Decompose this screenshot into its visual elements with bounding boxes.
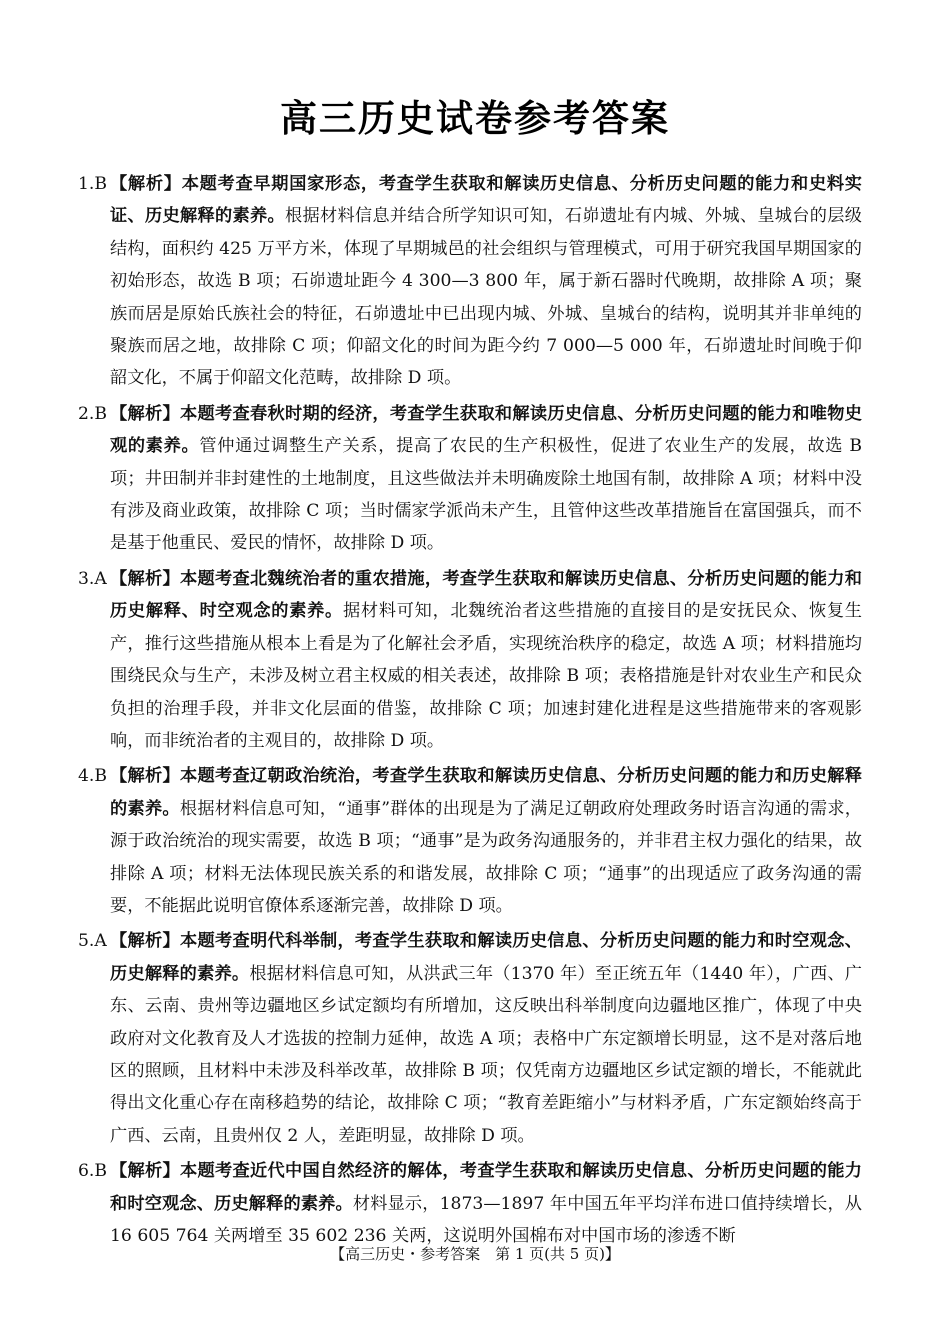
answer-number: 1.B [78,174,108,194]
analysis-label: 【解析】 [110,766,180,787]
answer-item-4 [78,760,862,922]
answer-number: 2.B [78,403,108,424]
answer-item-2 [78,398,862,560]
analysis-body: 据材料可知，北魏统治者这些措施的直接目的是安抚民众、恢复生产，推行这些措施从根本上看是为了化解社会矛盾，实现统治秩序的稳定，故选 A 项；材料措施均围绕民众与生产，未涉及树立君主权威的相关表述，故排除 B 项；表格措施是针对农业生产和民众负担的治理手段，并非文化层面的借鉴，故排除 C 项；加速封建化进程是这些措施带来的客观影响，而非统治者的主观目的，故排除 D 项。 [110,601,862,751]
analysis-key-point: 本题考查春秋时期的经济，考查学生获取和解读历史信息、分析历史问题的能力和唯物史观的素养。 [110,403,862,457]
analysis-key-point: 本题考查北魏统治者的重农措施，考查学生获取和解读历史信息、分析历史问题的能力和历史解释、时空观念的素养。 [110,568,862,622]
analysis-body: 根据材料信息可知，“通事”群体的出现是为了满足辽朝政府处理政务时语言沟通的需求，源于政治统治的现实需要，故选 B 项；“通事”是为政务沟通服务的，并非君主权力强化的结果，故排除 A 项；材料无法体现民族关系的和谐发展，故排除 C 项；“通事”的出现适应了政务沟通的需要，不能据此说明官僚体系逐渐完善，故排除 D 项。 [110,798,862,916]
analysis-label: 【解析】 [110,174,182,194]
analysis-body: 根据材料信息并结合所学知识可知，石峁遗址有内城、外城、皇城台的层级结构，面积约 425 万平方米，体现了早期城邑的社会组织与管理模式，可用于研究我国早期国家的初始形态，故选 B 项；石峁遗址距今 4 300—3 800 年，属于新石器时代晚期，故排除 A 项；聚族而居是原始氏族社会的特征，石峁遗址中已出现内城、外城、皇城台的结构，说明其并非单纯的聚族而居之地，故排除 C 项；仰韶文化的时间为距今约 7 000—5 000 年，石峁遗址时间晚于仰韶文化，不属于仰韶文化范畴，故排除 D 项。 [110,206,862,389]
analysis-label: 【解析】 [110,1161,180,1182]
answer-item-1 [78,168,862,395]
page-footer: 【高三历史・参考答案 第 1 页(共 5 页)】 [330,1245,620,1263]
answer-number: 4.B [78,766,108,787]
answer-list [78,168,862,1255]
answer-item-6 [78,1155,862,1252]
analysis-key-point: 本题考查辽朝政治统治，考查学生获取和解读历史信息、分析历史问题的能力和历史解释的素养。 [110,766,862,819]
page-title: 高三历史试卷参考答案 [280,97,670,140]
analysis-key-point: 本题考查明代科举制，考查学生获取和解读历史信息、分析历史问题的能力和时空观念、历史解释的素养。 [110,931,862,984]
analysis-label: 【解析】 [110,568,180,589]
answer-item-5 [78,925,862,1152]
answer-number: 5.A [78,931,107,952]
analysis-key-point: 本题考查近代中国自然经济的解体，考查学生获取和解读历史信息、分析历史问题的能力和时空观念、历史解释的素养。 [110,1161,862,1214]
analysis-body: 管仲通过调整生产关系，提高了农民的生产积极性，促进了农业生产的发展，故选 B 项；井田制并非封建性的土地制度，且这些做法并未明确废除土地国有制，故排除 A 项；材料中没有涉及商业政策，故排除 C 项；当时儒家学派尚未产生，且管仲这些改革措施旨在富国强兵，而不是基于他重民、爱民的情怀，故排除 D 项。 [110,436,862,554]
analysis-label: 【解析】 [110,931,180,952]
answer-item-3 [78,563,862,757]
answer-number: 6.B [78,1161,108,1182]
analysis-body: 材料显示，1873—1897 年中国五年平均洋布进口值持续增长，从 16 605 764 关两增至 35 602 236 关两，这说明外国棉布对中国市场的渗透不断 [110,1193,862,1246]
answer-number: 3.A [78,568,107,589]
analysis-body: 根据材料信息可知，从洪武三年（1370 年）至正统五年（1440 年），广西、广东、云南、贵州等边疆地区乡试定额均有所增加，这反映出科举制度向边疆地区推广，体现了中央政府对文化教育及人才选拔的控制力延伸，故选 A 项；表格中广东定额增长明显，这不是对落后地区的照顾，且材料中未涉及科举改革，故排除 B 项；仅凭南方边疆地区乡试定额的增长，不能就此得出文化重心存在南移趋势的结论，故排除 C 项；“教育差距缩小”与材料矛盾，广东定额始终高于广西、云南，且贵州仅 2 人，差距明显，故排除 D 项。 [110,963,862,1146]
analysis-label: 【解析】 [110,403,180,424]
analysis-key-point: 本题考查早期国家形态，考查学生获取和解读历史信息、分析历史问题的能力和史料实证、历史解释的素养。 [110,174,862,227]
